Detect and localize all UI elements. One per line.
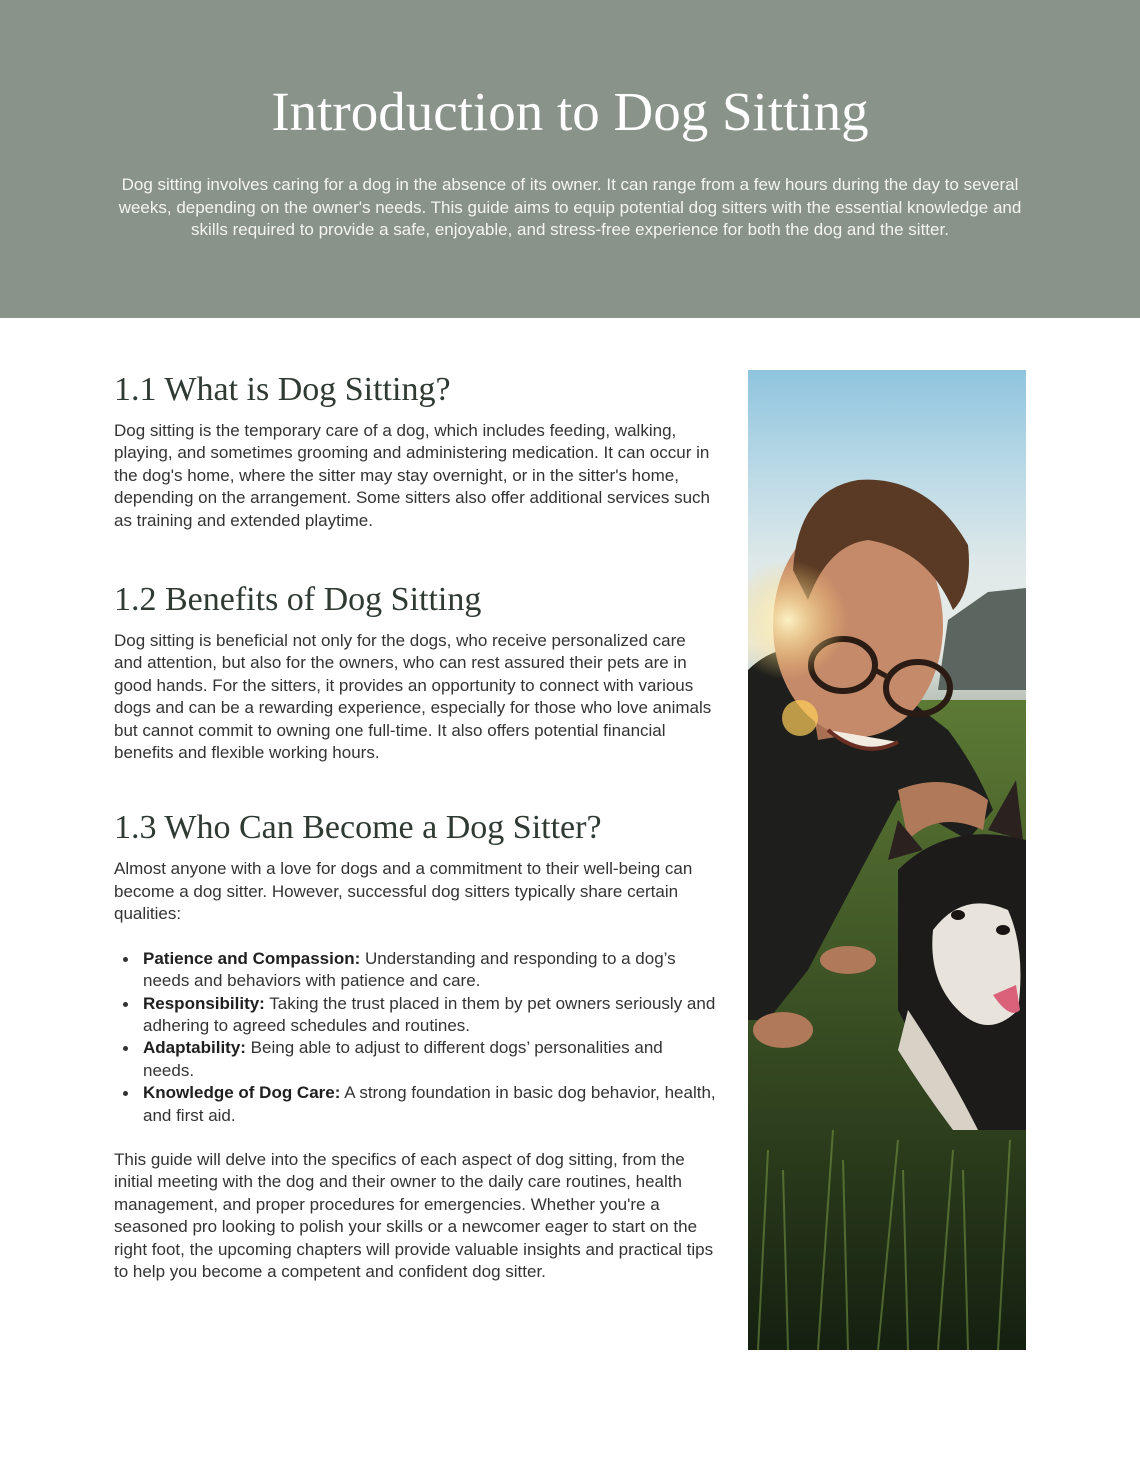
- quality-text: Being able to adjust to different dogs’ personalities and needs.: [143, 1038, 663, 1080]
- section-heading: 1.1 What is Dog Sitting?: [114, 371, 451, 408]
- lens-flare: [782, 700, 818, 736]
- section-heading: 1.2 Benefits of Dog Sitting: [114, 581, 482, 619]
- closing-paragraph: This guide will delve into the specifics of each aspect of dog sitting, from the initial meeting with the dog and their owner to the daily care routines, health management, and proper procedures for emergencies. Whether you're a seasoned pro looking to polish your skills or a newcomer eager to start on the right foot, the upcoming chapters will provide valuable insights and practical tips to help you become a competent and confident dog sitter.: [114, 1149, 714, 1281]
- photo-illustration: [748, 370, 1026, 1350]
- main-content: [114, 368, 718, 1323]
- section-body: Dog sitting is beneficial not only for the dogs, who receive personalized care and attention, but also for the owners, who can rest assured their pets are in good hands. For the sitters, it provides an opportunity to connect with various dogs and can be a rewarding experience, especially for those who love animals but cannot commit to owning one full-time. It also offers potential financial benefits and flexible working hours.: [114, 631, 712, 763]
- section-body: Almost anyone with a love for dogs and a commitment to their well-being can become a dog sitter. However, successful dog sitters typically share certain qualities:: [114, 859, 693, 924]
- section-body: Dog sitting is the temporary care of a dog, which includes feeding, walking, playing, and sometimes grooming and administering medication. It can occur in the dog's home, where the sitter may stay overnight, or in the sitter's home, depending on the arrangement. Some sitters also offer additional services such as training and extended playtime.: [114, 421, 710, 530]
- section-heading: 1.3 Who Can Become a Dog Sitter?: [114, 809, 602, 847]
- dog-right-eye: [996, 925, 1010, 935]
- list-item: [114, 1082, 718, 1127]
- quality-text: A strong foundation in basic dog behavior, health, and first aid.: [143, 1083, 716, 1125]
- dog-left-eye: [951, 910, 965, 920]
- man-hand: [753, 1012, 813, 1048]
- quality-text: Understanding and responding to a dog’s needs and behaviors with patience and care.: [143, 948, 676, 991]
- quality-term: Knowledge of Dog Care:: [143, 1083, 341, 1103]
- quality-term: Patience and Compassion:: [143, 948, 361, 968]
- list-item: [114, 1037, 718, 1082]
- list-item: [114, 948, 718, 993]
- quality-term: Responsibility:: [143, 993, 265, 1013]
- list-item: [114, 993, 718, 1038]
- section-who-can: [114, 806, 718, 1283]
- page-title: Introduction to Dog Sitting: [271, 81, 869, 142]
- intro-paragraph: Dog sitting involves caring for a dog in the absence of its owner. It can range from a few hours during the day to several weeks, depending on the owner's needs. This guide aims to equip potential dog sitters with the essential knowledge and skills required to provide a safe, enjoyable, and stress-free experience for both the dog and the sitter.: [118, 175, 1022, 239]
- quality-term: Adaptability:: [143, 1038, 246, 1058]
- section-what-is: [114, 368, 718, 532]
- quality-text: Taking the trust placed in them by pet owners seriously and adhering to agreed schedules and routines.: [143, 993, 716, 1035]
- section-benefits: [114, 578, 718, 764]
- header-banner: [0, 0, 1140, 318]
- man-hand: [820, 946, 876, 974]
- qualities-list: [114, 948, 718, 1127]
- man-with-dog-photo: [748, 370, 1026, 1350]
